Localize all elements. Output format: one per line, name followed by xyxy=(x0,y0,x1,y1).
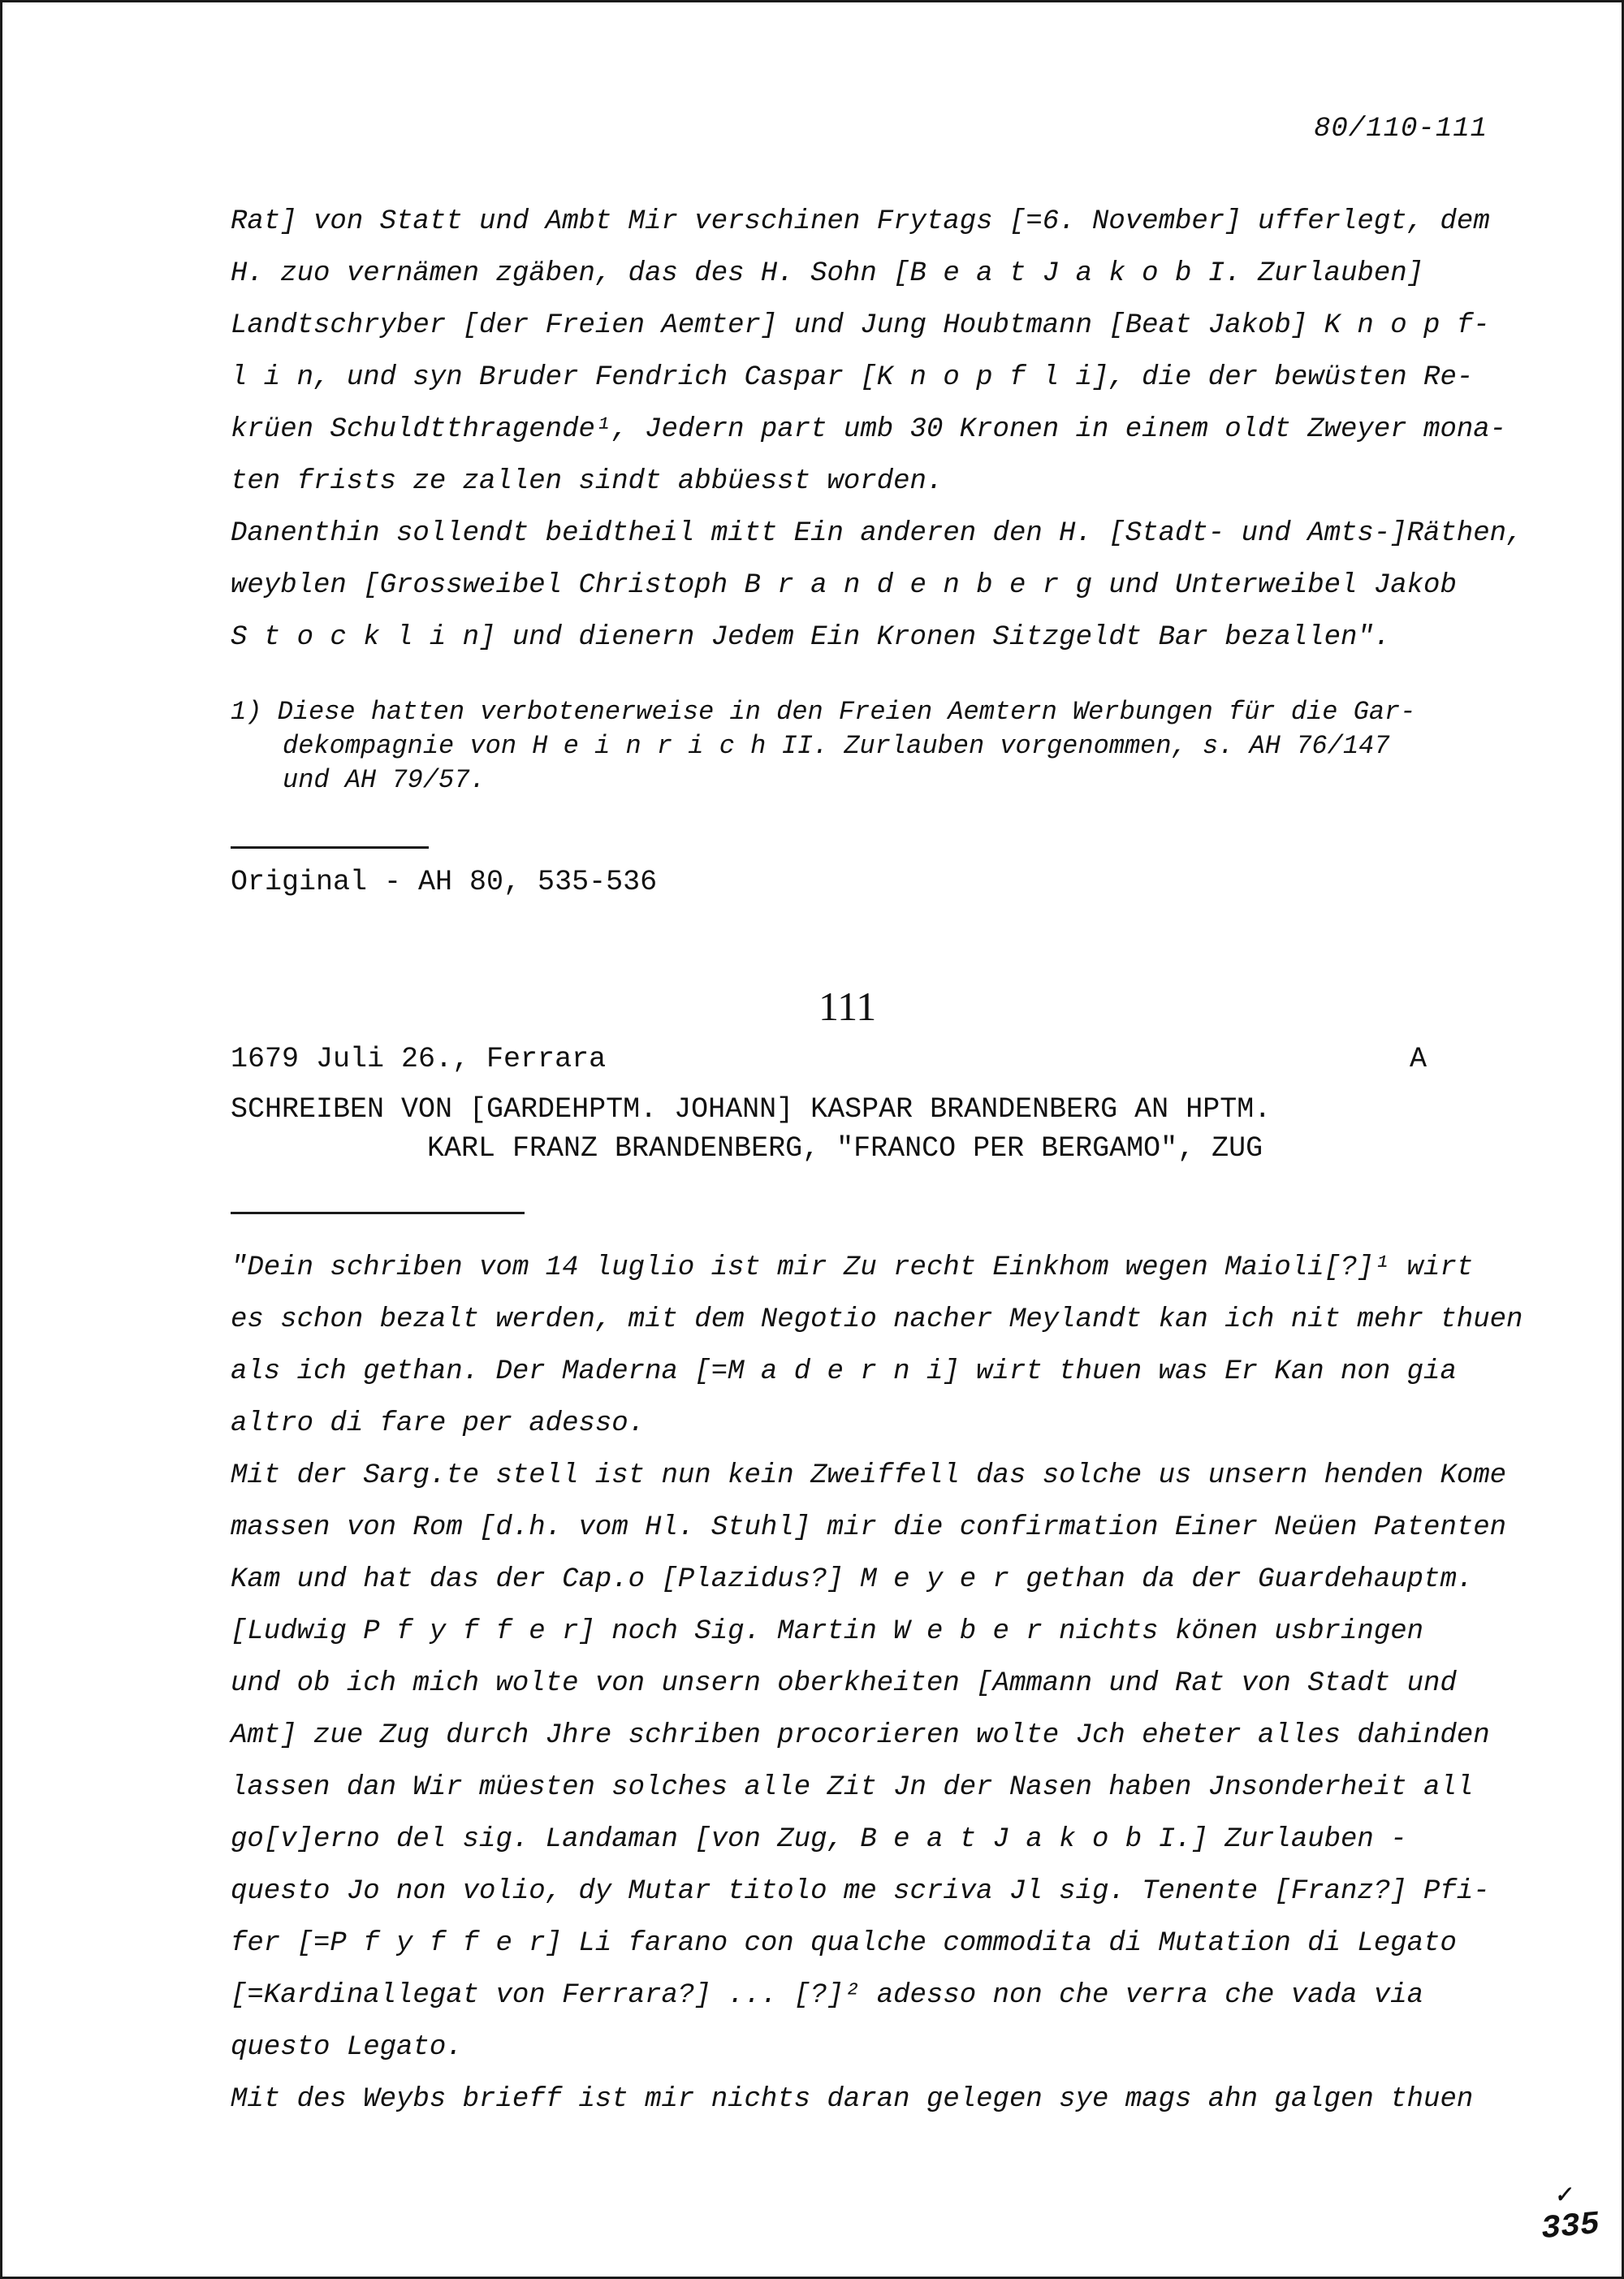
text-line: lassen dan Wir müesten solches alle Zit Jn der Nasen haben Jnsonderheit all xyxy=(231,1772,1474,1803)
text-line: S t o c k l i n] und dienern Jedem Ein Kronen Sitzgeldt Bar bezallen". xyxy=(231,622,1391,653)
text-line: als ich gethan. Der Maderna [=M a d e r n i] wirt thuen was Er Kan non gia xyxy=(231,1356,1457,1387)
text-line: es schon bezalt werden, mit dem Negotio nacher Meylandt kan ich nit mehr thuen xyxy=(231,1304,1523,1335)
text-line: und ob ich mich wolte von unsern oberkheiten [Ammann und Rat von Stadt und xyxy=(231,1668,1457,1699)
source-line: Original - AH 80, 535-536 xyxy=(231,866,658,898)
footnote-line: 1) Diese hatten verbotenerweise in den Freien Aemtern Werbungen für die Gar- xyxy=(231,697,1416,727)
footnote-line: dekompagnie von H e i n r i c h II. Zurlauben vorgenommen, s. AH 76/147 xyxy=(283,731,1390,761)
heading-line: SCHREIBEN VON [GARDEHPTM. JOHANN] KASPAR BRANDENBERG AN HPTM. xyxy=(231,1093,1272,1126)
section-divider xyxy=(231,1212,525,1214)
page-reference: 80/110-111 xyxy=(1314,114,1488,145)
text-line: [Ludwig P f y f f e r] noch Sig. Martin W e b e r nichts könen usbringen xyxy=(231,1616,1424,1647)
text-line: Mit des Weybs brieff ist mir nichts daran gelegen sye mags ahn galgen thuen xyxy=(231,2084,1474,2115)
text-line: Danenthin sollendt beidtheil mitt Ein anderen den H. [Stadt- und Amts-]Räthen, xyxy=(231,518,1523,549)
text-line: Mit der Sarg.te stell ist nun kein Zweiffell das solche us unsern henden Kome xyxy=(231,1460,1507,1491)
letter-code: A xyxy=(1410,1043,1427,1075)
heading-line: KARL FRANZ BRANDENBERG, "FRANCO PER BERGAMO", ZUG xyxy=(427,1132,1263,1165)
text-line: Kam und hat das der Cap.o [Plazidus?] M e y e r gethan da der Guardehauptm. xyxy=(231,1564,1474,1595)
text-line: go[v]erno del sig. Landaman [von Zug, B e a t J a k o b I.] Zurlauben - xyxy=(231,1824,1407,1855)
text-line: questo Legato. xyxy=(231,2032,463,2063)
date-place: 1679 Juli 26., Ferrara xyxy=(231,1043,607,1075)
text-line: H. zuo vernämen zgäben, das des H. Sohn [B e a t J a k o b I. Zurlauben] xyxy=(231,258,1424,289)
document-number: 111 xyxy=(818,984,877,1029)
text-line: questo Jo non volio, dy Mutar titolo me scriva Jl sig. Tenente [Franz?] Pfi- xyxy=(231,1876,1490,1907)
folio-stamp: 335 xyxy=(1540,2206,1601,2249)
text-line: Landtschryber [der Freien Aemter] und Jung Houbtmann [Beat Jakob] K n o p f- xyxy=(231,310,1490,341)
text-line: massen von Rom [d.h. vom Hl. Stuhl] mir die confirmation Einer Neüen Patenten xyxy=(231,1512,1507,1543)
text-line: Rat] von Statt und Ambt Mir verschinen Frytags [=6. November] ufferlegt, dem xyxy=(231,206,1490,237)
text-line: l i n, und syn Bruder Fendrich Caspar [K n o p f l i], die der bewüsten Re- xyxy=(231,362,1474,393)
section-divider xyxy=(231,846,429,849)
text-line: altro di fare per adesso. xyxy=(231,1408,646,1439)
text-line: fer [=P f y f f e r] Li farano con qualche commodita di Mutation di Legato xyxy=(231,1928,1457,1959)
text-line: weyblen [Grossweibel Christoph B r a n d e n b e r g und Unterweibel Jakob xyxy=(231,570,1457,601)
checkmark-icon: ✓ xyxy=(1553,2183,1574,2209)
text-line: krüen Schuldtthragende¹, Jedern part umb 30 Kronen in einem oldt Zweyer mona- xyxy=(231,414,1507,445)
text-line: "Dein schriben vom 14 luglio ist mir Zu recht Einkhom wegen Maioli[?]¹ wirt xyxy=(231,1252,1474,1283)
text-line: ten frists ze zallen sindt abbüesst worden. xyxy=(231,466,944,497)
text-line: [=Kardinallegat von Ferrara?] ... [?]² adesso non che verra che vada via xyxy=(231,1980,1424,2011)
footnote-line: und AH 79/57. xyxy=(283,765,486,795)
text-line: Amt] zue Zug durch Jhre schriben procorieren wolte Jch eheter alles dahinden xyxy=(231,1720,1490,1751)
